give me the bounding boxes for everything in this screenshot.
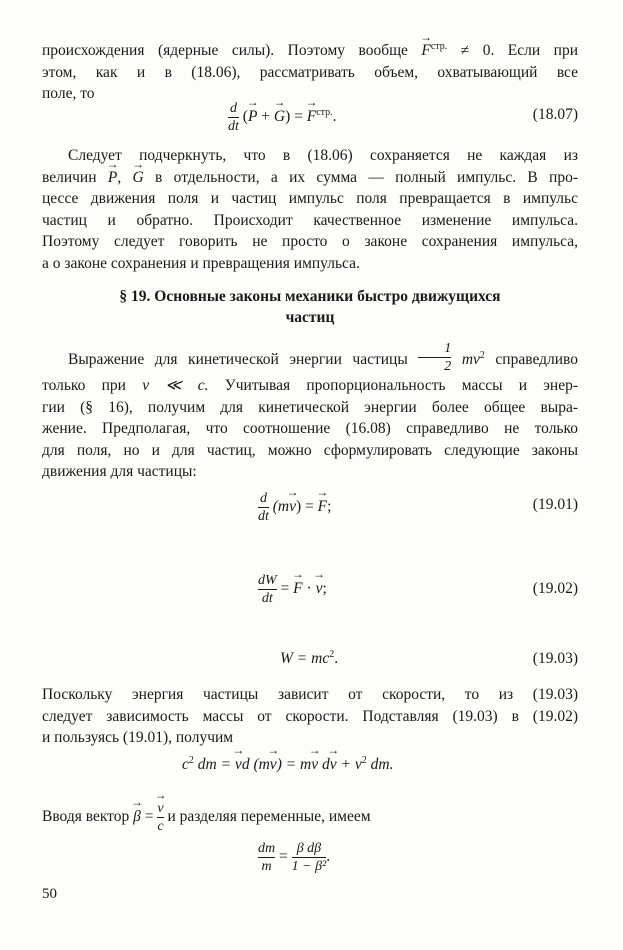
page-number: 50 [42,886,57,902]
text-line: происхождения (ядерные силы). Поэтому вообще → $F^{стр.} \ne 0$. Если при [42,40,578,62]
text-line: этом, как и в (18.06), рассматривать объем, охватывающий все [42,63,578,81]
equation-19-01: $\frac{d}{dt}$ (m→ v) = → F; [258,490,331,525]
equation-final: $\frac{dm}{m}$ = $\frac{\text{β dβ}}{\text{1 − β²}}$ . [258,841,331,874]
paragraph-conservation: Следует подчеркнуть, что в (18.06) сохраняется не каждая из величин → P, → G в отдельности, а их сумма — полный импульс. В про- цессе движения поля и частиц импульс поля превращается в импульс частиц и обратно. Происходит качественное изменение импульса. Поэтому следует говорить не просто о законе сохранения импульса, а о законе сохранения и превращения импульса. [42,145,578,275]
text-line: поле, то [42,85,95,103]
equation-number: (19.03) [532,650,578,667]
equation-19-02: $\frac{dW}{dt}$ = → F · → v; [258,572,327,607]
equation-number: (18.07) [532,106,578,123]
equation-number: (19.01) [532,496,578,513]
paragraph-beta: Вводя вектор → β = → $\frac{v}{c}$ и разделяя переменные, имеем [42,800,371,835]
section-heading: § 19. Основные законы механики быстро движущихся частиц [119,288,501,326]
equation-energy: $c^2$ dm = → vd (m→ v) = m→ v $d\to v + v^2$ dm. [182,756,393,774]
equation-19-03: $W = mc^2$. [280,649,339,667]
paragraph-mass: Поскольку энергия частицы зависит от скорости, то из (19.03) следует зависимость массы от скорости. Подставляя (19.03) в (19.02) и пользуясь (19.01), получим [42,686,578,747]
paragraph-kinetic: Выражение для кинетической энергии частицы $\frac{1}{2}$ $mv^2$ справедливо только при v ≪ c. Учитывая пропорциональность массы и энер- гии (§ 16), получим для кинетической энергии более общее выра- жение. Предполагая, что соотношение (16.08) справедливо не только для поля, но и для частиц, можно сформулировать следующие законы движения для частицы: [42,341,579,481]
equation-18-07: $\frac{d}{dt}$ (→ P + → G) = → $F^{стр.}$. [228,100,337,135]
equation-number: (19.02) [532,580,578,597]
